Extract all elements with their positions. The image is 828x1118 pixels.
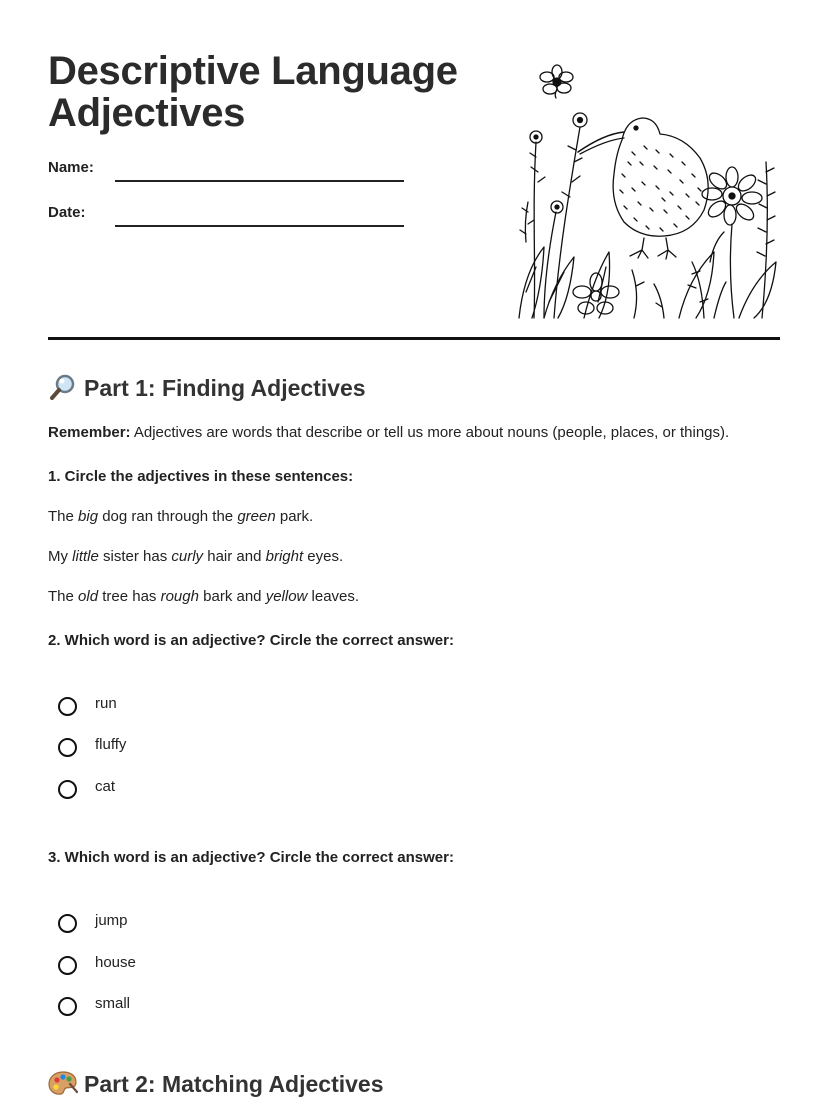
- date-field-row: [48, 204, 408, 228]
- remember-note: [48, 424, 729, 441]
- adjective-word[interactable]: bright: [265, 548, 304, 565]
- title-line-2: Adjectives: [48, 91, 246, 135]
- remember-text: Adjectives are words that describe or tell us more about nouns (people, places, or things).: [130, 424, 730, 441]
- q2-option-2: [58, 738, 358, 762]
- leaves-left-icon: [519, 247, 610, 318]
- part2-heading: [48, 1070, 384, 1098]
- sentence-text: My: [48, 548, 73, 565]
- option-label: run: [95, 695, 117, 712]
- q2-option-1: [58, 697, 358, 721]
- radio-circle[interactable]: [58, 697, 77, 716]
- sentence-text: sister has: [98, 548, 172, 565]
- date-write-line[interactable]: [115, 225, 404, 227]
- radio-circle[interactable]: [58, 914, 77, 933]
- sentence-text: hair and: [203, 548, 266, 565]
- adjective-word[interactable]: big: [78, 508, 99, 525]
- adjective-word[interactable]: green: [237, 508, 276, 525]
- adjective-word[interactable]: yellow: [265, 588, 308, 605]
- sentence-text: bark and: [198, 588, 266, 605]
- adjective-word[interactable]: curly: [171, 548, 204, 565]
- palette-icon: [48, 1070, 78, 1096]
- kiwi-bird-illustration: [514, 62, 780, 320]
- question-2: 2. Which word is an adjective? Circle the correct answer:: [48, 632, 454, 649]
- header-divider: [48, 337, 780, 340]
- sentence-text: dog ran through the: [98, 508, 238, 525]
- option-label: cat: [95, 778, 116, 795]
- adjective-word[interactable]: little: [72, 548, 99, 565]
- sentence-2: [48, 548, 343, 565]
- page-title: [48, 50, 508, 134]
- worksheet-page: [48, 0, 780, 1118]
- radio-circle[interactable]: [58, 956, 77, 975]
- kiwi-bird-icon: [578, 118, 708, 259]
- option-label: small: [95, 995, 131, 1012]
- magnifying-glass-icon: [48, 374, 78, 400]
- question-3: 3. Which word is an adjective? Circle the correct answer:: [48, 849, 454, 866]
- option-label: jump: [95, 912, 128, 929]
- date-label: Date:: [48, 204, 86, 221]
- radio-circle[interactable]: [58, 738, 77, 757]
- option-label: fluffy: [95, 736, 127, 753]
- ferns-right-icon: [514, 162, 780, 318]
- sentence-text: The: [48, 588, 79, 605]
- adjective-word[interactable]: old: [78, 588, 99, 605]
- sentence-3: [48, 588, 359, 605]
- worksheet-header: [48, 0, 780, 340]
- sentence-text: tree has: [98, 588, 161, 605]
- q3-option-3: [58, 997, 358, 1021]
- q3-option-2: [58, 956, 358, 980]
- question-1: 1. Circle the adjectives in these sentences:: [48, 468, 354, 485]
- flower-top-icon: [540, 65, 573, 98]
- sentence-text: eyes.: [303, 548, 344, 565]
- part1-heading: [48, 374, 366, 402]
- adjective-word[interactable]: rough: [160, 588, 199, 605]
- sentence-text: park.: [275, 508, 314, 525]
- sentence-1: [48, 508, 313, 525]
- radio-circle[interactable]: [58, 997, 77, 1016]
- title-line-1: Descriptive Language: [48, 49, 458, 93]
- name-label: Name:: [48, 159, 94, 176]
- option-label: house: [95, 954, 136, 971]
- part1-title: Part 1: Finding Adjectives: [84, 375, 366, 401]
- sentence-text: leaves.: [307, 588, 360, 605]
- q2-option-3: [58, 780, 358, 804]
- radio-circle[interactable]: [58, 780, 77, 799]
- q3-option-1: [58, 914, 358, 938]
- name-field-row: [48, 159, 408, 183]
- name-write-line[interactable]: [115, 180, 404, 182]
- part2-title: Part 2: Matching Adjectives: [84, 1071, 384, 1097]
- sentence-text: The: [48, 508, 79, 525]
- remember-label: Remember:: [48, 424, 131, 441]
- daisy-flower-icon: [702, 167, 762, 318]
